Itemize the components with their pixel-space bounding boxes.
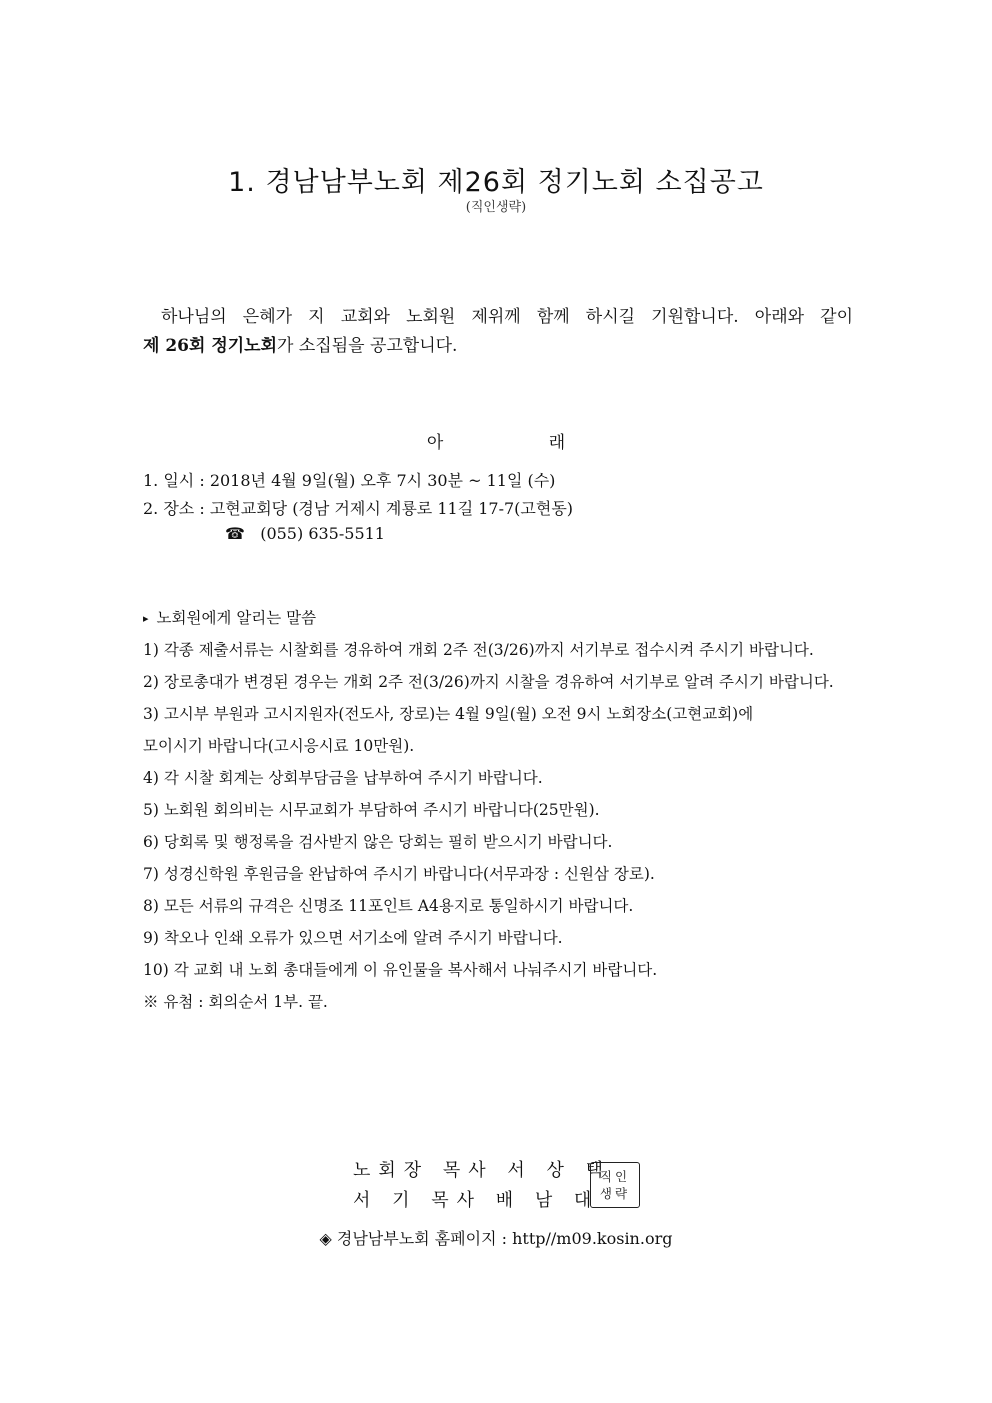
seal-omitted-note: (직인생략) [465, 200, 527, 215]
intro-rest: 가 소집됨을 공고합니다. [277, 336, 458, 356]
detail-place: 2. 장소 : 고현교회당 (경남 거제시 계룡로 11길 17-7(고현동) [143, 499, 574, 518]
seal-line-1: 직인 [599, 1169, 631, 1184]
notice-header [143, 606, 316, 628]
seal-stamp [590, 1162, 640, 1208]
page-title: 1. 경남남부노회 제26회 정기노회 소집공고 [228, 167, 764, 198]
intro-paragraph [143, 303, 853, 361]
list-item: 1) 각종 제출서류는 시찰회를 경유하여 개회 2주 전(3/26)까지 서기부로 접수시켜 주시기 바랍니다. [143, 641, 814, 659]
list-item: 5) 노회원 회의비는 시무교회가 부담하여 주시기 바랍니다(25만원). [143, 801, 600, 819]
section-heading: 아 래 [426, 433, 566, 453]
arrow-icon: ▸ [143, 612, 149, 625]
list-item: 6) 당회록 및 행정록을 검사받지 않은 당회는 필히 받으시기 바랍니다. [143, 833, 613, 851]
list-item: 7) 성경신학원 후원금을 완납하여 주시기 바랍니다(서무과장 : 신원삼 장로). [143, 865, 655, 883]
list-item: 2) 장로총대가 변경된 경우는 개회 2주 전(3/26)까지 시찰을 경유하여 서기부로 알려 주시기 바랍니다. [143, 673, 834, 691]
list-item: 9) 착오나 인쇄 오류가 있으면 서기소에 알려 주시기 바랍니다. [143, 929, 563, 947]
list-item: 8) 모든 서류의 규격은 신명조 11포인트 A4용지로 통일하시기 바랍니다. [143, 897, 634, 915]
list-item: 모이시기 바랍니다(고시응시료 10만원). [143, 737, 415, 755]
list-item: 4) 각 시찰 회계는 상회부담금을 납부하여 주시기 바랍니다. [143, 769, 543, 787]
intro-line-1: 하나님의 은혜가 지 교회와 노회원 제위께 함께 하시길 기원합니다. 아래와 같이 [161, 307, 853, 327]
signature-clerk: 서 기 목사 배 남 대 [353, 1190, 600, 1211]
list-item: 10) 각 교회 내 노회 총대들에게 이 유인물을 복사해서 나눠주시기 바랍니다. [143, 961, 658, 979]
meeting-name: 제 26회 정기노회 [143, 336, 278, 356]
list-item: 3) 고시부 부원과 고시지원자(전도사, 장로)는 4월 9일(월) 오전 9시 노회장소(고현교회)에 [143, 705, 754, 723]
notice-header-text: 노회원에게 알리는 말씀 [156, 609, 317, 627]
intro-bold [143, 336, 277, 356]
phone-icon: ☎ [225, 524, 245, 543]
signature-moderator: 노회장 목사 서 상 택 [353, 1160, 611, 1181]
detail-phone [225, 524, 385, 543]
phone-number: (055) 635-5511 [260, 524, 385, 543]
footnote: ※ 유첨 : 회의순서 1부. 끝. [143, 993, 328, 1011]
seal-line-2: 생략 [599, 1186, 631, 1201]
detail-date: 1. 일시 : 2018년 4월 9일(월) 오후 7시 30분 ~ 11일 (수) [143, 471, 556, 490]
signature-block [353, 1156, 611, 1216]
homepage-footer: ◈ 경남남부노회 홈페이지 : http//m09.kosin.org [319, 1229, 673, 1248]
